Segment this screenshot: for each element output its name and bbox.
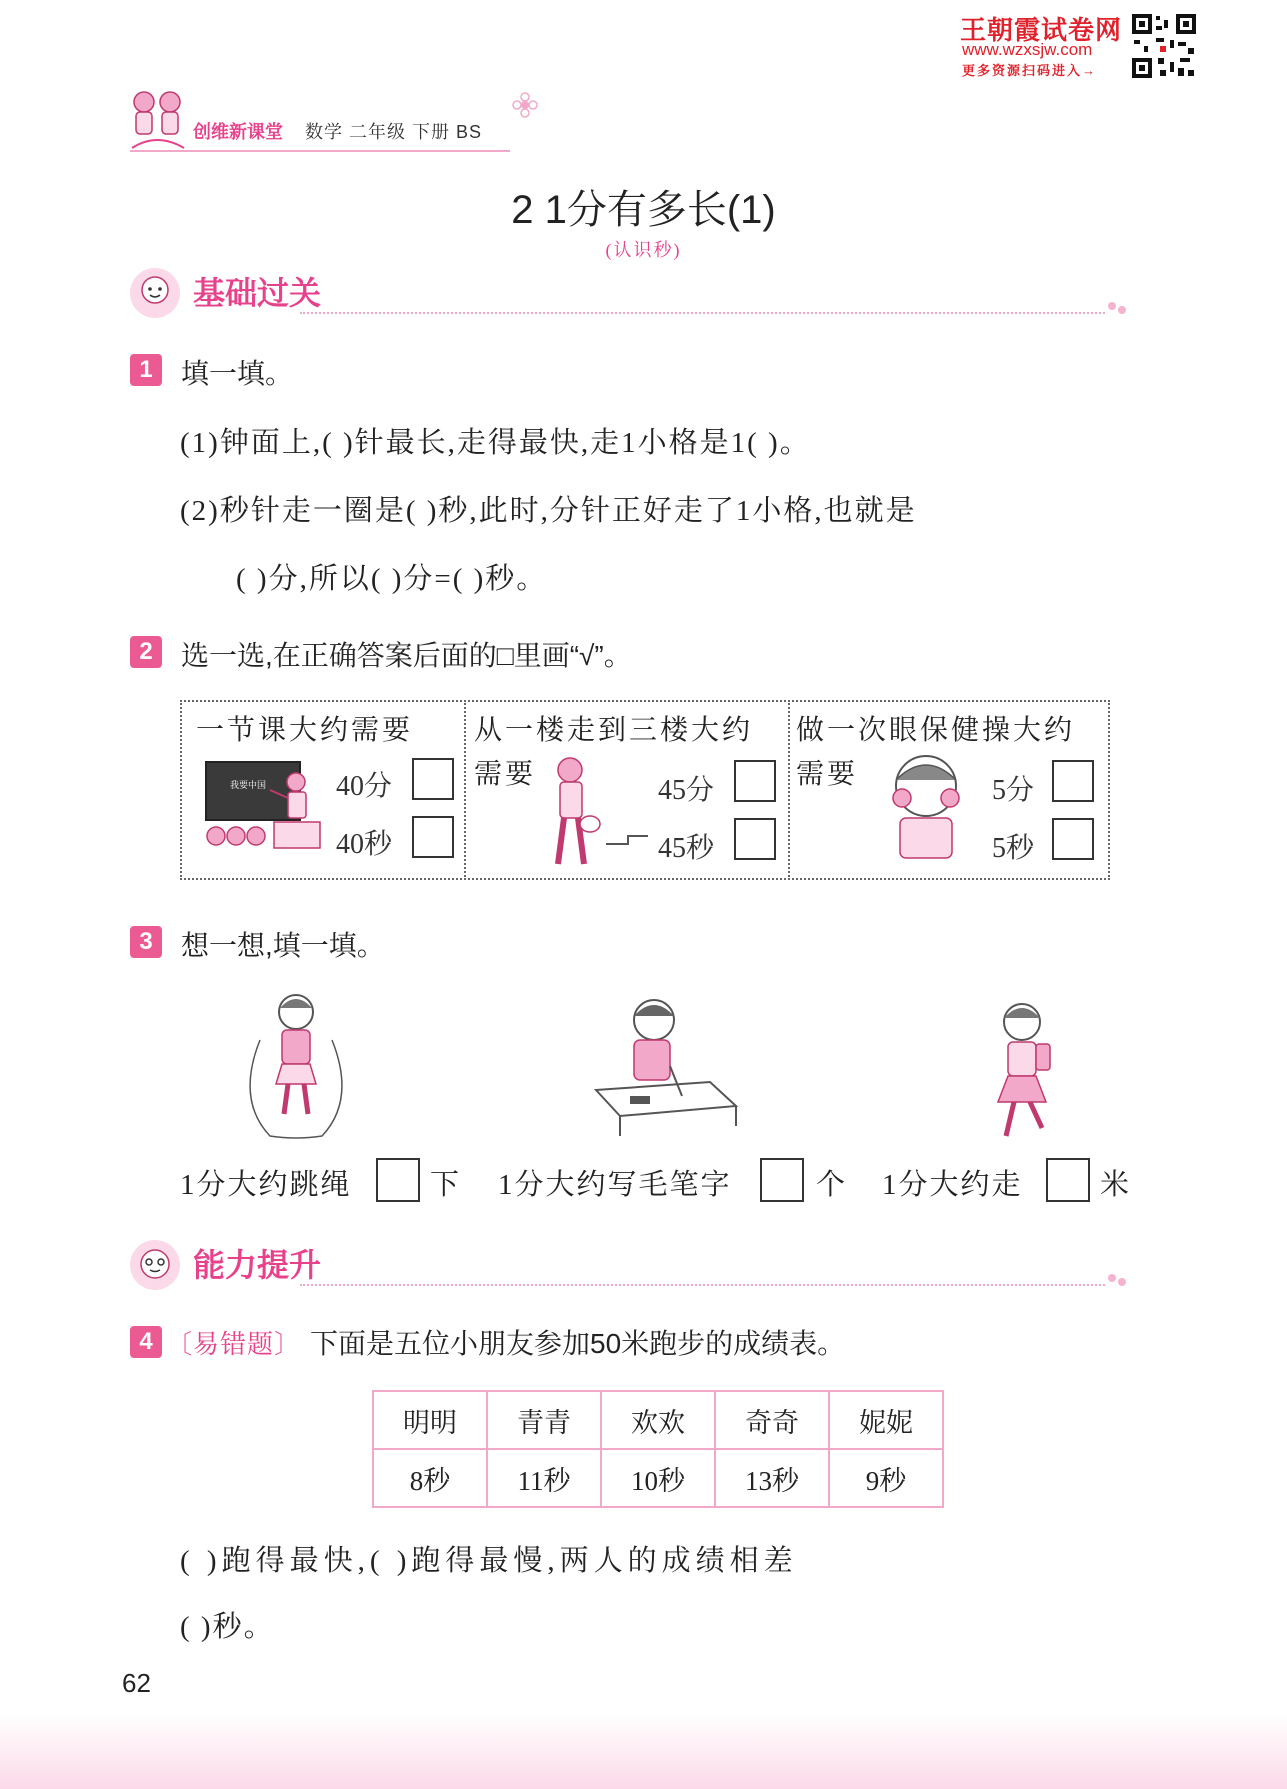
score-name: 明明 xyxy=(373,1391,487,1449)
header-info: 数学 二年级 下册 BS xyxy=(305,122,483,142)
qr-code-icon xyxy=(1130,12,1198,80)
question-4-prompt: 下面是五位小朋友参加50米跑步的成绩表。 xyxy=(310,1328,846,1359)
score-time: 11秒 xyxy=(487,1449,601,1507)
page-number: 62 xyxy=(122,1668,151,1698)
question-3-prompt: 想一想,填一填。 xyxy=(181,930,385,961)
watermark-tip: 更多资源扫码进入→ xyxy=(962,63,1098,78)
choice-1b-checkbox[interactable] xyxy=(412,816,454,858)
section-advanced-dot xyxy=(1108,1274,1116,1282)
score-table-time-row xyxy=(373,1449,943,1507)
jump-rope-girl-illustration xyxy=(240,990,352,1140)
question-1-prompt: 填一填。 xyxy=(181,358,294,389)
question-1-line-1: (1)钟面上,( )针最长,走得最快,走1小格是1( )。 xyxy=(180,427,811,459)
page-subtitle: (认识秒) xyxy=(605,240,682,260)
footer-band xyxy=(0,1715,1287,1789)
section-mascot-icon xyxy=(128,1238,182,1292)
watermark-title: 王朝霞试卷网 xyxy=(960,15,1123,45)
score-name: 欢欢 xyxy=(601,1391,715,1449)
score-time: 9秒 xyxy=(829,1449,943,1507)
calligraphy-boy-illustration xyxy=(590,990,740,1140)
score-table xyxy=(372,1390,944,1508)
flower-icon xyxy=(512,92,538,118)
choice-1a-label: 40分 xyxy=(336,771,393,802)
stairs-climber-illustration xyxy=(540,752,650,870)
estimate-1-before: 1分大约跳绳 xyxy=(180,1169,352,1201)
choice-3b-label: 5秒 xyxy=(992,833,1035,864)
estimate-3-before: 1分大约走 xyxy=(882,1169,1023,1201)
question-2-prompt: 选一选,在正确答案后面的□里画“√”。 xyxy=(181,640,632,671)
choice-cell-1-text: 一节课大约需要 xyxy=(196,715,414,746)
classroom-illustration xyxy=(204,756,324,854)
section-basic-dot xyxy=(1108,302,1116,310)
estimate-1-unit: 下 xyxy=(430,1169,462,1201)
score-name: 奇奇 xyxy=(715,1391,829,1449)
choice-1b-label: 40秒 xyxy=(336,829,393,860)
estimate-2-before: 1分大约写毛笔字 xyxy=(498,1169,732,1201)
choice-cell-2-text: 从一楼走到三楼大约 xyxy=(474,715,754,746)
score-name: 青青 xyxy=(487,1391,601,1449)
score-table-header-row xyxy=(373,1391,943,1449)
blackboard-text: 我要中国 xyxy=(230,781,267,791)
question-1-line-2: (2)秒针走一圈是( )秒,此时,分针正好走了1小格,也就是 xyxy=(180,495,917,527)
choice-2b-checkbox[interactable] xyxy=(734,818,776,860)
question-number-2: 2 xyxy=(130,636,162,668)
estimate-2-unit: 个 xyxy=(816,1169,848,1201)
error-prone-tag: 〔易错题〕 xyxy=(166,1330,302,1359)
score-time: 10秒 xyxy=(601,1449,715,1507)
choice-2b-label: 45秒 xyxy=(658,833,715,864)
choice-table-divider xyxy=(788,700,790,880)
eye-exercise-illustration xyxy=(880,752,972,862)
section-advanced-heading: 能力提升 xyxy=(193,1247,322,1283)
question-4-line-1: ( )跑得最快,( )跑得最慢,两人的成绩相差 xyxy=(180,1545,798,1577)
section-basic-heading: 基础过关 xyxy=(193,275,322,311)
question-1-line-3: ( )分,所以( )分=( )秒。 xyxy=(236,563,548,595)
section-advanced-rule xyxy=(300,1284,1105,1286)
section-mascot-icon xyxy=(128,266,182,320)
choice-1a-checkbox[interactable] xyxy=(412,758,454,800)
estimate-2-answer-box[interactable] xyxy=(760,1158,804,1202)
section-advanced-dot xyxy=(1118,1278,1126,1286)
score-time: 8秒 xyxy=(373,1449,487,1507)
question-4-line-2: ( )秒。 xyxy=(180,1611,275,1643)
question-number-3: 3 xyxy=(130,926,162,958)
choice-table-divider xyxy=(464,700,466,880)
choice-3a-label: 5分 xyxy=(992,775,1035,806)
question-number-4: 4 xyxy=(130,1326,162,1358)
choice-cell-2-text-2: 需要 xyxy=(474,759,537,790)
walking-girl-illustration xyxy=(980,998,1062,1146)
choice-cell-3-text-2: 需要 xyxy=(796,759,859,790)
score-time: 13秒 xyxy=(715,1449,829,1507)
choice-2a-checkbox[interactable] xyxy=(734,760,776,802)
score-name: 妮妮 xyxy=(829,1391,943,1449)
choice-2a-label: 45分 xyxy=(658,775,715,806)
page-title: 2 1分有多长(1) xyxy=(511,188,776,232)
choice-cell-3-text: 做一次眼保健操大约 xyxy=(796,715,1076,746)
watermark-url: www.wzxsjw.com xyxy=(962,40,1093,59)
question-number-1: 1 xyxy=(130,354,162,386)
estimate-3-answer-box[interactable] xyxy=(1046,1158,1090,1202)
choice-3a-checkbox[interactable] xyxy=(1052,760,1094,802)
kids-mascot-icon xyxy=(124,88,190,150)
header-brand: 创维新课堂 xyxy=(193,122,283,142)
choice-3b-checkbox[interactable] xyxy=(1052,818,1094,860)
header-divider xyxy=(130,150,510,152)
section-basic-rule xyxy=(300,312,1105,314)
estimate-1-answer-box[interactable] xyxy=(376,1158,420,1202)
estimate-3-unit: 米 xyxy=(1100,1169,1132,1201)
section-basic-dot xyxy=(1118,306,1126,314)
